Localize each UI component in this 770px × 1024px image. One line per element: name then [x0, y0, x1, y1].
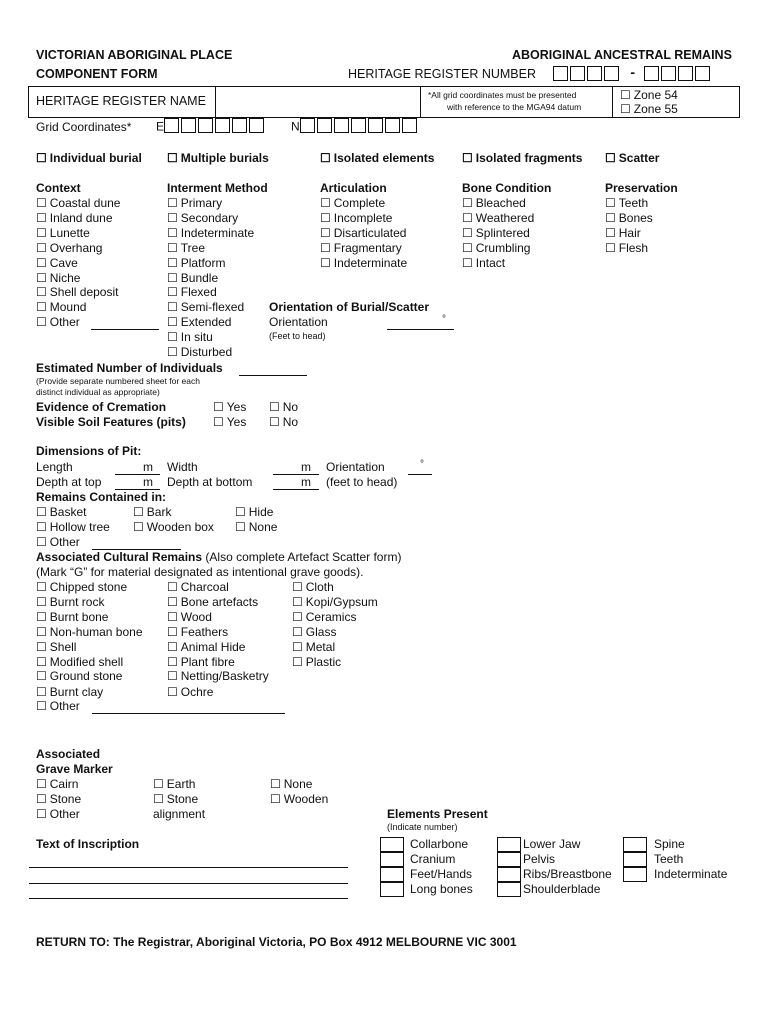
return-address: RETURN TO: The Registrar, Aboriginal Victoria, PO Box 4912 MELBOURNE VIC 3001: [36, 935, 517, 949]
stone-alignment-label: alignment: [153, 807, 206, 821]
context-checkbox[interactable]: ☐ Cave: [36, 256, 78, 270]
interment-heading: Interment Method: [167, 181, 268, 195]
register-number-box[interactable]: [661, 66, 676, 81]
cultural-checkbox[interactable]: ☐ Animal Hide: [167, 640, 245, 654]
bone-condition-checkbox[interactable]: ☐ Bleached: [462, 196, 526, 210]
cremation-label: Evidence of Cremation: [36, 400, 167, 414]
northing-box[interactable]: [368, 118, 383, 133]
divider: [612, 86, 613, 117]
easting-box[interactable]: [215, 118, 230, 133]
cultural-checkbox[interactable]: ☐ Plant fibre: [167, 655, 235, 669]
preservation-checkbox[interactable]: ☐ Flesh: [605, 241, 648, 255]
cultural-checkbox[interactable]: ☐ Plastic: [292, 655, 341, 669]
register-number-dash: -: [630, 64, 636, 80]
northing-box[interactable]: [402, 118, 417, 133]
easting-box[interactable]: [232, 118, 247, 133]
orientation-heading: Orientation of Burial/Scatter: [269, 300, 430, 314]
orientation-label: Orientation: [269, 315, 328, 329]
bone-condition-heading: Bone Condition: [462, 181, 552, 195]
elements-present-heading: Elements Present: [387, 807, 488, 821]
element-label: Long bones: [410, 882, 473, 896]
element-count-box[interactable]: [497, 837, 521, 852]
metres-unit: m: [143, 475, 153, 489]
bone-condition-checkbox[interactable]: ☐ Intact: [462, 256, 505, 270]
cremation-yes-checkbox[interactable]: ☐ Yes: [213, 400, 246, 414]
context-checkbox[interactable]: ☐ Other: [36, 315, 80, 329]
grave-marker-checkbox[interactable]: ☐ None: [270, 777, 312, 791]
cultural-checkbox[interactable]: ☐ Chipped stone: [36, 580, 127, 594]
container-checkbox[interactable]: ☐ Basket: [36, 505, 86, 519]
northing-boxes[interactable]: [291, 118, 419, 133]
element-label: Shoulderblade: [523, 882, 601, 896]
bone-condition-checkbox[interactable]: ☐ Splintered: [462, 226, 530, 240]
element-label: Pelvis: [523, 852, 556, 866]
element-count-box[interactable]: [380, 852, 404, 867]
cultural-remains-title: Associated Cultural Remains: [36, 550, 203, 564]
grave-marker-heading-line1: Associated: [36, 747, 101, 761]
articulation-checkbox[interactable]: ☐ Incomplete: [320, 211, 392, 225]
cultural-checkbox[interactable]: ☐ Burnt rock: [36, 595, 104, 609]
preservation-checkbox[interactable]: ☐ Teeth: [605, 196, 648, 210]
cultural-checkbox[interactable]: ☐ Charcoal: [167, 580, 229, 594]
depth-bottom-field[interactable]: [273, 489, 319, 490]
interment-checkbox[interactable]: ☐ Indeterminate: [167, 226, 254, 240]
grave-goods-note: (Mark “G” for material designated as intentional grave goods).: [36, 565, 364, 579]
cultural-other-field[interactable]: [92, 713, 285, 714]
pit-orientation-label: Orientation: [326, 460, 385, 474]
cultural-checkbox[interactable]: ☐ Other: [36, 699, 80, 713]
register-number-box[interactable]: [695, 66, 710, 81]
cultural-checkbox[interactable]: ☐ Ochre: [167, 685, 213, 699]
estimated-individuals-field[interactable]: [239, 375, 307, 376]
interment-checkbox[interactable]: ☐ Flexed: [167, 285, 217, 299]
datum-note-line1: *All grid coordinates must be presented: [428, 90, 577, 100]
element-count-box[interactable]: [497, 867, 521, 882]
context-checkbox[interactable]: ☐ Overhang: [36, 241, 102, 255]
estimated-individuals-label: Estimated Number of Individuals: [36, 361, 223, 375]
estimated-note-line2: distinct individual as appropriate): [36, 387, 160, 397]
interment-checkbox[interactable]: ☐ Secondary: [167, 211, 238, 225]
element-count-box[interactable]: [623, 837, 647, 852]
context-checkbox[interactable]: ☐ Inland dune: [36, 211, 113, 225]
grave-marker-checkbox[interactable]: ☐ Stone: [36, 792, 81, 806]
preservation-checkbox[interactable]: ☐ Hair: [605, 226, 641, 240]
context-checkbox[interactable]: ☐ Niche: [36, 271, 80, 285]
context-checkbox[interactable]: ☐ Lunette: [36, 226, 90, 240]
easting-box[interactable]: [198, 118, 213, 133]
grave-marker-checkbox[interactable]: ☐ Other: [36, 807, 80, 821]
register-number-box[interactable]: [587, 66, 602, 81]
cultural-checkbox[interactable]: ☐ Non-human bone: [36, 625, 143, 639]
easting-boxes[interactable]: [156, 118, 266, 133]
pit-width-label: Width: [167, 460, 198, 474]
element-label: Spine: [654, 837, 685, 851]
pit-length-field[interactable]: [115, 474, 160, 475]
isolated-fragments-checkbox[interactable]: ☐ Isolated fragments: [462, 151, 582, 165]
context-other-field[interactable]: [91, 329, 159, 330]
orientation-note: (Feet to head): [269, 331, 326, 341]
grave-marker-heading-line2: Grave Marker: [36, 762, 113, 776]
interment-checkbox[interactable]: ☐ Tree: [167, 241, 205, 255]
articulation-checkbox[interactable]: ☐ Complete: [320, 196, 385, 210]
register-number-label: HERITAGE REGISTER NUMBER: [348, 67, 536, 81]
element-count-box[interactable]: [380, 867, 404, 882]
element-count-box[interactable]: [380, 882, 404, 897]
metres-unit: m: [301, 460, 311, 474]
context-checkbox[interactable]: ☐ Mound: [36, 300, 86, 314]
cultural-checkbox[interactable]: ☐ Glass: [292, 625, 336, 639]
element-label: Ribs/Breastbone: [523, 867, 612, 881]
isolated-elements-checkbox[interactable]: ☐ Isolated elements: [320, 151, 434, 165]
articulation-checkbox[interactable]: ☐ Indeterminate: [320, 256, 407, 270]
multiple-burials-checkbox[interactable]: ☐ Multiple burials: [167, 151, 269, 165]
easting-box[interactable]: [181, 118, 196, 133]
cultural-remains-heading: [36, 550, 401, 564]
orientation-field[interactable]: [387, 329, 454, 330]
element-count-box[interactable]: [623, 852, 647, 867]
container-checkbox[interactable]: ☐ Other: [36, 535, 80, 549]
register-name-field[interactable]: [216, 87, 419, 116]
depth-bottom-label: Depth at bottom: [167, 475, 253, 489]
divider: [420, 86, 421, 117]
pit-width-field[interactable]: [273, 474, 319, 475]
northing-box[interactable]: [351, 118, 366, 133]
northing-box[interactable]: [300, 118, 315, 133]
inscription-line[interactable]: [29, 867, 348, 868]
northing-box[interactable]: [385, 118, 400, 133]
register-number-box[interactable]: [553, 66, 568, 81]
cultural-checkbox[interactable]: ☐ Feathers: [167, 625, 228, 639]
cultural-checkbox[interactable]: ☐ Bone artefacts: [167, 595, 258, 609]
form-title-line1: VICTORIAN ABORIGINAL PLACE: [36, 48, 233, 62]
cultural-checkbox[interactable]: ☐ Kopi/Gypsum: [292, 595, 378, 609]
inscription-label: Text of Inscription: [36, 837, 140, 851]
degree-symbol: °: [420, 459, 424, 470]
register-number-box[interactable]: [604, 66, 619, 81]
grid-coordinates-label: Grid Coordinates*: [36, 120, 132, 134]
register-number-boxes[interactable]: [553, 64, 712, 81]
northing-label: N: [291, 119, 300, 134]
element-count-box[interactable]: [623, 867, 647, 882]
container-checkbox[interactable]: ☐ Hide: [235, 505, 273, 519]
cultural-checkbox[interactable]: ☐ Burnt clay: [36, 685, 103, 699]
soil-no-checkbox[interactable]: ☐ No: [269, 415, 298, 429]
cultural-checkbox[interactable]: ☐ Netting/Basketry: [167, 669, 269, 683]
container-checkbox[interactable]: ☐ Bark: [133, 505, 171, 519]
interment-checkbox[interactable]: ☐ Semi-flexed: [167, 300, 244, 314]
cultural-checkbox[interactable]: ☐ Cloth: [292, 580, 334, 594]
estimated-note-line1: (Provide separate numbered sheet for each: [36, 376, 200, 386]
interment-checkbox[interactable]: ☐ Disturbed: [167, 345, 232, 359]
cultural-checkbox[interactable]: ☐ Shell: [36, 640, 76, 654]
inscription-line[interactable]: [29, 898, 348, 899]
cultural-checkbox[interactable]: ☐ Wood: [167, 610, 212, 624]
northing-box[interactable]: [317, 118, 332, 133]
form-type-title: ABORIGINAL ANCESTRAL REMAINS: [512, 48, 732, 62]
element-label: Lower Jaw: [523, 837, 581, 851]
context-checkbox[interactable]: ☐ Coastal dune: [36, 196, 120, 210]
interment-checkbox[interactable]: ☐ Extended: [167, 315, 231, 329]
pit-orientation-field[interactable]: [408, 474, 432, 475]
degree-symbol: °: [442, 314, 446, 325]
bone-condition-checkbox[interactable]: ☐ Crumbling: [462, 241, 530, 255]
elements-present-note: (Indicate number): [387, 822, 458, 832]
northing-box[interactable]: [334, 118, 349, 133]
pit-dimensions-heading: Dimensions of Pit:: [36, 444, 142, 458]
metres-unit: m: [143, 460, 153, 474]
grave-marker-checkbox[interactable]: ☐ Earth: [153, 777, 195, 791]
articulation-checkbox[interactable]: ☐ Fragmentary: [320, 241, 402, 255]
feet-to-head-note: (feet to head): [326, 475, 398, 489]
soil-features-label: Visible Soil Features (pits): [36, 415, 186, 429]
preservation-checkbox[interactable]: ☐ Bones: [605, 211, 653, 225]
container-checkbox[interactable]: ☐ Hollow tree: [36, 520, 110, 534]
interment-checkbox[interactable]: ☐ Platform: [167, 256, 225, 270]
register-number-box[interactable]: [644, 66, 659, 81]
cultural-checkbox[interactable]: ☐ Burnt bone: [36, 610, 108, 624]
grave-marker-checkbox[interactable]: ☐ Cairn: [36, 777, 78, 791]
element-count-box[interactable]: [380, 837, 404, 852]
articulation-heading: Articulation: [320, 181, 387, 195]
individual-burial-checkbox[interactable]: ☐ Individual burial: [36, 151, 142, 165]
element-label: Indeterminate: [654, 867, 728, 881]
element-label: Cranium: [410, 852, 456, 866]
register-number-box[interactable]: [570, 66, 585, 81]
zone-55-checkbox[interactable]: ☐ Zone 55: [620, 102, 678, 116]
cultural-remains-note: (Also complete Artefact Scatter form): [202, 550, 402, 564]
remains-contained-heading: Remains Contained in:: [36, 490, 167, 504]
easting-box[interactable]: [164, 118, 179, 133]
element-count-box[interactable]: [497, 882, 521, 897]
preservation-heading: Preservation: [605, 181, 678, 195]
context-checkbox[interactable]: ☐ Shell deposit: [36, 285, 118, 299]
easting-box[interactable]: [249, 118, 264, 133]
depth-top-label: Depth at top: [36, 475, 102, 489]
register-name-label: HERITAGE REGISTER NAME: [36, 94, 206, 108]
grave-marker-checkbox[interactable]: ☐ Stone: [153, 792, 198, 806]
container-checkbox[interactable]: ☐ None: [235, 520, 277, 534]
bone-condition-checkbox[interactable]: ☐ Weathered: [462, 211, 534, 225]
element-label: Teeth: [654, 852, 684, 866]
cultural-checkbox[interactable]: ☐ Ground stone: [36, 669, 122, 683]
element-count-box[interactable]: [497, 852, 521, 867]
inscription-line[interactable]: [29, 883, 348, 884]
context-heading: Context: [36, 181, 81, 195]
element-label: Feet/Hands: [410, 867, 473, 881]
cultural-checkbox[interactable]: ☐ Metal: [292, 640, 335, 654]
datum-note-line2: with reference to the MGA94 datum: [447, 102, 582, 112]
soil-yes-checkbox[interactable]: ☐ Yes: [213, 415, 246, 429]
cultural-checkbox[interactable]: ☐ Modified shell: [36, 655, 123, 669]
metres-unit: m: [301, 475, 311, 489]
interment-checkbox[interactable]: ☐ Primary: [167, 196, 222, 210]
element-label: Collarbone: [410, 837, 469, 851]
register-number-box[interactable]: [678, 66, 693, 81]
cremation-no-checkbox[interactable]: ☐ No: [269, 400, 298, 414]
grave-marker-checkbox[interactable]: ☐ Wooden: [270, 792, 328, 806]
scatter-checkbox[interactable]: ☐ Scatter: [605, 151, 659, 165]
interment-checkbox[interactable]: ☐ In situ: [167, 330, 213, 344]
articulation-checkbox[interactable]: ☐ Disarticulated: [320, 226, 406, 240]
form-title-line2: COMPONENT FORM: [36, 67, 158, 81]
pit-length-label: Length: [36, 460, 73, 474]
cultural-checkbox[interactable]: ☐ Ceramics: [292, 610, 356, 624]
container-checkbox[interactable]: ☐ Wooden box: [133, 520, 214, 534]
zone-54-checkbox[interactable]: ☐ Zone 54: [620, 88, 678, 102]
easting-label: E: [156, 119, 165, 134]
interment-checkbox[interactable]: ☐ Bundle: [167, 271, 218, 285]
